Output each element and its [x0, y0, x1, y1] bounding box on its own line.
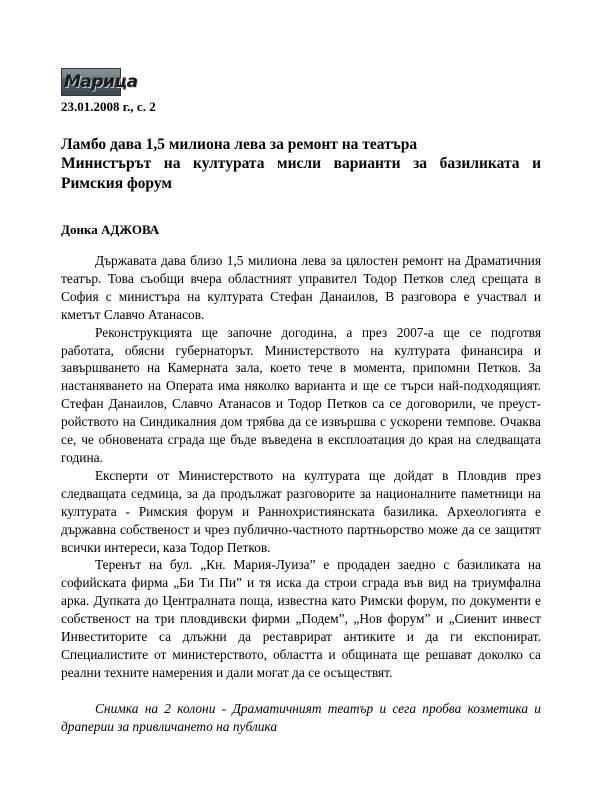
newspaper-logo	[61, 68, 138, 96]
article-body	[61, 252, 541, 682]
headline: Ламбо дава 1,5 милиона лева за ремонт на театъра	[61, 136, 418, 153]
article-page	[61, 68, 541, 736]
paragraph: Реконструкцията ще започне догодина, а през 2007-а ще се подготвя работата, обясни губернаторът. Министерството на културата финансира и завършването на Камерната зала, което тече в момента, припомни Петков. За настаняването на Операта има няколко варианта и ще се търси най-подходящият. Стефан Данаилов, Славчо Атанасов и Тодор Петков са се договорили, че преустройството на Синдикалния дом трябва да се извършва с ускорени темпове. Очаква се, че обновената сграда ще бъде въведена в експлоатация до края на следващата година.	[61, 324, 541, 465]
subheadline: Министърът на културата мисли варианти за базиликата и Римския форум	[61, 155, 541, 192]
author-byline: Донка АДЖОВА	[61, 222, 160, 237]
paragraph: Теренът на бул. „Кн. Мария-Луиза” е продаден заедно с базиликата на софийската фирма „Би Ти Пи” и тя иска да строи сграда във вид на триумфална арка. Дупката до Централната поща, известна като Римски форум, по документи е собственост на три пловдивски фирми „Подем”, „Нов форум” и „Сиенит инвест Инвеститорите са длъжни да реставрират антиките и да ги експонират. Специалистите от министерството, областта и общината ще решават доколко са реални техните намерения и дали могат да се осъществят.	[61, 557, 541, 680]
photo-caption: Снимка на 2 колони - Драматичният театър и сега пробва козметика и драперии за привличането на публика	[61, 700, 541, 734]
paragraph: Експерти от Министерството на културата ще дойдат в Пловдив през следващата седмица, за да продължат разговорите за националните паметници на културата - Римския форум и Раннохристиянската базилика. Археологията е държавна собственост и чрез публично-частното партньорство може да се защитят всички интереси, каза Тодор Петков.	[61, 467, 541, 555]
dateline: 23.01.2008 г., с. 2	[61, 99, 156, 114]
logo-text: Марица	[64, 72, 138, 92]
paragraph: Държавата дава близо 1,5 милиона лева за цялостен ремонт на Драматичния театър. Това съобщи вчера областният управител Тодор Петков след срещата в София с министъра на културата Стефан Данаилов, В разговора е участвал и кметът Славчо Атанасов.	[61, 253, 541, 322]
